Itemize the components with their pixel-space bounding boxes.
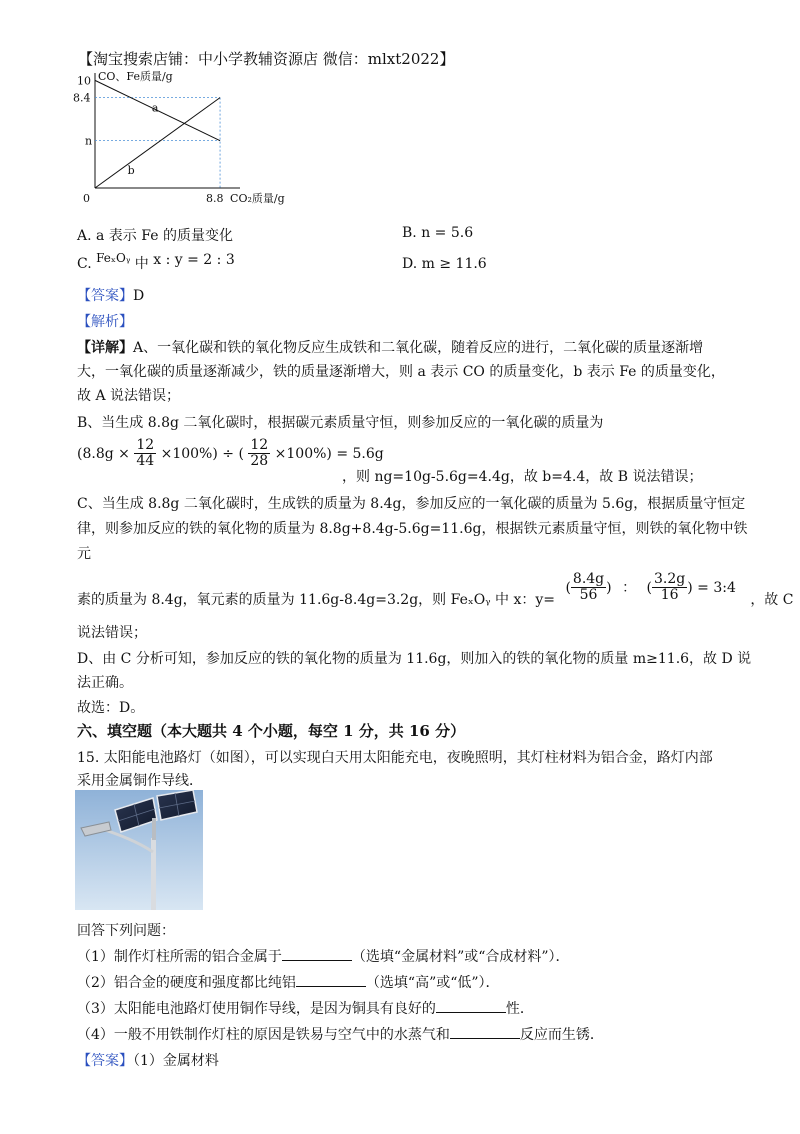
- option-c-mid: 中: [134, 256, 149, 272]
- detail-a-text1: A、一氧化碳和铁的氧化物反应生成铁和二氧化碳，随着反应的进行，二氧化碳的质量逐渐增: [133, 340, 704, 356]
- section-title: 六、填空题（本大题共 4 个小题，每空 1 分，共 16 分）: [77, 722, 466, 740]
- detail-c-text4: 素的质量为 8.4g，氧元素的质量为 11.6g-8.4g=3.2g，则 FeₓOᵧ 中 x：y=: [77, 591, 555, 608]
- q15-part4-text-b: 反应而生锈．: [519, 1027, 604, 1043]
- series-label-b: b: [127, 164, 135, 178]
- y-tick-8-4: 8.4: [73, 91, 91, 105]
- q15-part4: [77, 1024, 604, 1044]
- c-fraction-2: $\frac{3.2g}{16}$: [653, 571, 686, 604]
- b-formula-part2: ×100%) ÷ (: [160, 445, 244, 462]
- answer-line: [77, 285, 144, 305]
- detail-a-line1: [77, 337, 703, 357]
- analysis-tag: 【解析】: [77, 314, 133, 330]
- answer-tag: 【答案】: [77, 288, 133, 304]
- q15-prompt: 回答下列问题：: [77, 923, 175, 939]
- q15-line1: 15. 太阳能电池路灯（如图），可以实现白天用太阳能充电，夜晚照明，其灯柱材料为铝合金，路灯内部: [77, 750, 713, 766]
- b-formula-part3: ×100%) = 5.6g: [274, 445, 384, 462]
- q15-part1-text-a: （1）制作灯柱所需的铝合金属于: [77, 949, 282, 965]
- c-separator: ：: [622, 579, 637, 596]
- c-open-paren-1: (: [565, 579, 571, 596]
- c-fraction-1: $\frac{8.4g}{56}$: [572, 571, 605, 604]
- b-formula: [77, 438, 384, 470]
- c-tail: ，故 C: [750, 591, 794, 608]
- x-tick-8-8: 8.8: [206, 192, 224, 205]
- b-fraction-1: $\frac{12}{44}$: [136, 437, 155, 470]
- option-a: A. a 表示 Fe 的质量变化: [77, 228, 233, 244]
- c-open-paren-2: (: [646, 579, 652, 596]
- b-formula-part1: (8.8g ×: [77, 445, 130, 462]
- q15-line2: 采用金属铜作导线．: [77, 773, 203, 789]
- q15-answer-text: （1）金属材料: [133, 1053, 219, 1069]
- q15-part1-blank[interactable]: [282, 948, 352, 961]
- y-axis-label: CO、Fe质量/g: [98, 70, 173, 83]
- q15-part3: [77, 998, 534, 1018]
- mass-chart: [70, 70, 300, 220]
- page-header: 【淘宝搜索店铺：中小学教辅资源店 微信：mlxt2022】: [78, 50, 455, 68]
- y-tick-n: n: [85, 134, 93, 148]
- detail-b-line2: ，则 ng=10g-5.6g=4.4g，故 b=4.4，故 B 说法错误；: [342, 469, 703, 485]
- detail-c-line4: [77, 571, 794, 608]
- option-c-prefix: C.: [77, 256, 92, 272]
- q15-part1-text-b: （选填“金属材料”或“合成材料”）．: [351, 949, 570, 965]
- q15-part3-text-b: 性．: [505, 1001, 534, 1017]
- b-fraction-2: $\frac{12}{28}$: [250, 437, 269, 470]
- detail-c-line5: 说法错误；: [77, 625, 147, 641]
- detail-b-line1: B、当生成 8.8g 二氧化碳时，根据碳元素质量守恒，则参加反应的一氧化碳的质量为: [77, 415, 604, 431]
- detail-c-line2: 律，则参加反应的铁的氧化物的质量为 8.8g+8.4g-5.6g=11.6g，根据铁元素质量守恒，则铁的氧化物中铁: [77, 521, 748, 537]
- option-c-ratio: x : y = 2 : 3: [153, 252, 235, 268]
- option-d: D. m ≥ 11.6: [402, 256, 487, 272]
- q15-part2-blank[interactable]: [296, 974, 366, 987]
- conclusion: 故选：D。: [77, 700, 145, 716]
- q15-part4-text-a: （4）一般不用铁制作灯柱的原因是铁易与空气中的水蒸气和: [77, 1027, 450, 1043]
- detail-d-line2: 法正确。: [77, 675, 133, 691]
- option-c-formula: FeₓOᵧ: [96, 251, 131, 265]
- c-result: = 3:4: [697, 579, 736, 596]
- series-label-a: a: [151, 101, 159, 115]
- q15-answer: [77, 1050, 219, 1070]
- x-axis-label: CO₂质量/g: [230, 192, 285, 205]
- answer-value: D: [133, 288, 145, 304]
- q15-answer-tag: 【答案】: [77, 1053, 133, 1069]
- detail-a-line2: 大，一氧化碳的质量逐渐减少，铁的质量逐渐增大，则 a 表示 CO 的质量变化，b 表示 Fe 的质量变化，: [77, 364, 725, 380]
- q15-part1: [77, 946, 570, 966]
- c-close-paren-2: ): [687, 579, 693, 596]
- option-c: [77, 253, 235, 273]
- c-close-paren-1: ): [606, 579, 612, 596]
- x-origin-label: 0: [83, 192, 90, 205]
- q15-part2-text-b: （选填“高”或“低”）．: [365, 975, 500, 991]
- detail-c-line3: 元: [77, 546, 91, 562]
- q15-part2: [77, 972, 500, 992]
- q15-part4-blank[interactable]: [450, 1026, 520, 1039]
- detail-tag: 【详解】: [77, 340, 133, 356]
- detail-d-line1: D、由 C 分析可知，参加反应的铁的氧化物的质量为 11.6g，则加入的铁的氧化物的质量 m≥11.6，故 D 说: [77, 651, 752, 667]
- y-tick-10: 10: [77, 74, 91, 88]
- q15-part3-text-a: （3）太阳能电池路灯使用铜作导线，是因为铜具有良好的: [77, 1001, 436, 1017]
- q15-part2-text-a: （2）铝合金的硬度和强度都比纯铝: [77, 975, 296, 991]
- q15-part3-blank[interactable]: [436, 1000, 506, 1013]
- detail-c-line1: C、当生成 8.8g 二氧化碳时，生成铁的质量为 8.4g，参加反应的一氧化碳的质量为 5.6g，根据质量守恒定: [77, 496, 746, 512]
- detail-a-line3: 故 A 说法错误；: [77, 388, 181, 404]
- solar-streetlight-image: [75, 790, 203, 910]
- option-b: B. n = 5.6: [402, 225, 474, 241]
